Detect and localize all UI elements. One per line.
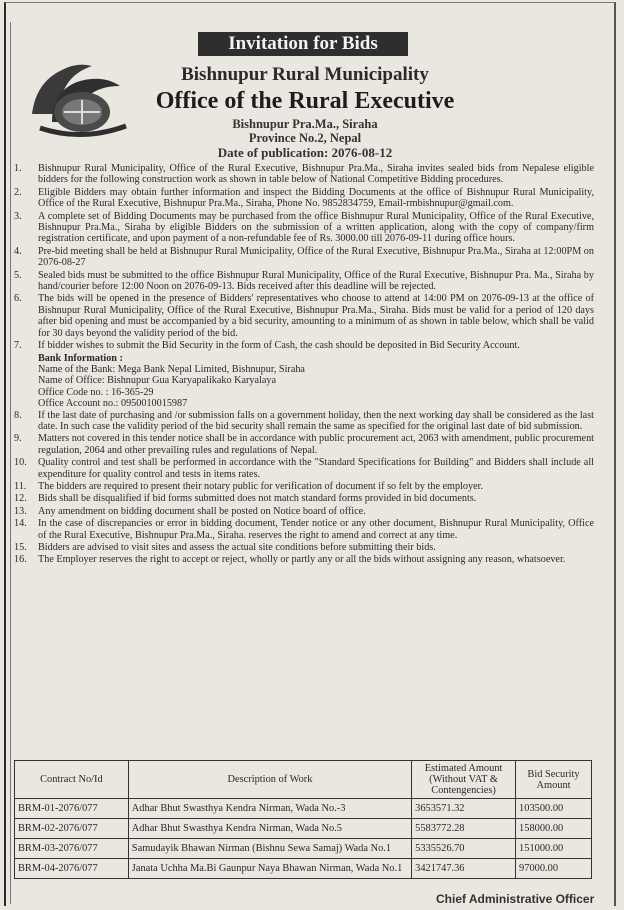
- bank-information: [14, 353, 594, 410]
- bid-security-amount: 151000.00: [516, 839, 592, 859]
- estimated-amount: 3653571.32: [412, 799, 516, 819]
- clause-item: 7. If bidder wishes to submit the Bid Security in the form of Cash, the cash should be deposited in Bid Security Account.: [14, 340, 520, 352]
- column-header: Bid Security Amount: [516, 761, 592, 799]
- clause-item: 11. The bidders are required to present their notary public for verification of document if so felt by the employer.: [14, 480, 483, 492]
- clause-item: 5. Sealed bids must be submitted to the office Bishnupur Rural Municipality, Office of the Rural Executive, Bishnupur Pra. Ma., Siraha by hand/courier before 12:00 Noon on 2076-09-13. Bids received after this deadline will be rejected.: [14, 269, 594, 293]
- column-header: Description of Work: [128, 761, 411, 799]
- table-row: [15, 819, 592, 839]
- bid-security-amount: 97000.00: [516, 859, 592, 879]
- table-header-row: [15, 761, 592, 799]
- government-emblem-icon: [22, 52, 132, 142]
- estimated-amount: 5583772.28: [412, 819, 516, 839]
- bank-heading: Bank Information :: [38, 352, 123, 364]
- bank-office-code: Office Code no. : 16-365-29: [38, 386, 154, 398]
- clause-item: 16. The Employer reserves the right to accept or reject, wholly or partly any or all the bids without assigning any reason, whatsoever.: [14, 554, 566, 566]
- bank-account: Office Account no.: 0950010015987: [38, 398, 188, 410]
- clause-item: 12. Bids shall be disqualified if bid forms submitted does not match standard forms provided in bid documents.: [14, 493, 477, 505]
- column-header: Estimated Amount (Without VAT & Contengencies): [412, 761, 516, 799]
- contract-id: BRM-03-2076/077: [15, 839, 129, 859]
- estimated-amount: 3421747.36: [412, 859, 516, 879]
- clause-item: 3. A complete set of Bidding Documents may be purchased from the office Bishnupur Rural Municipality, Office of the Rural Executive, Bishnupur Pra.Ma., Siraha by eligible Bidders on the submission of a written application, along with the copy of company/firm registration certificate, and upon payment of a non-refundable fee of Rs. 3000.00 till 2076-09-11 during office hours.: [14, 210, 594, 245]
- clause-item: 2. Eligible Bidders may obtain further information and inspect the Bidding Documents at the office of Bishnupur Rural Municipality, Office of the Rural Executive, Bishnupur Pra.Ma., Siraha, Phone No. 9852834759, Email-rmbishnupur@gmail.com.: [14, 186, 594, 210]
- contract-id: BRM-02-2076/077: [15, 819, 129, 839]
- table-row: [15, 799, 592, 819]
- clause-item: 10. Quality control and test shall be performed in accordance with the "Standard Specifications for Building" and Bidders shall include all expenditure for quality control and tests in items rates.: [14, 457, 594, 480]
- clause-item: 6. The bids will be opened in the presence of Bidders' representatives who choose to attend at 14:00 PM on 2076-09-13 at the office of Bishnupur Rural Municipality, Office of the Rural Executive, Bishnupur Pra.Ma., Siraha. Bids must be valid for a period of 120 days after bid opening and must be accompanied by a bid security, amounting to a minimum of as shown in table below, which shall be valid for 30 days beyond the validity period of the bid.: [14, 293, 594, 339]
- clause-item: 8. If the last date of purchasing and /or submission falls on a government holiday, then the next working day shall be considered as the last date. In such case the validity period of the bid security shall remain the same as specified for the original last date of bid submission.: [14, 409, 594, 432]
- table-row: [15, 839, 592, 859]
- clause-item: 9. Matters not covered in this tender notice shall be in accordance with public procurement act, 2063 with amendment, public procurement regulation, 2064 and other prevailing rules and regulations of Nepal.: [14, 433, 594, 456]
- clause-item: 14. In the case of discrepancies or error in bidding document, Tender notice or any other document, Bishnupur Rural Municipality, Office of the Rural Executive, Bishnupur Pra.Ma., Siraha. reserves the right to amend and correct at any time.: [14, 518, 594, 541]
- publication-date: Date of publication: 2076-08-12: [217, 145, 393, 160]
- signatory-title: Chief Administrative Officer: [436, 892, 595, 906]
- address-line: Bishnupur Pra.Ma., Siraha: [232, 117, 378, 131]
- office-name: Office of the Rural Executive: [155, 88, 455, 114]
- contract-id: BRM-01-2076/077: [15, 799, 129, 819]
- bid-security-amount: 103500.00: [516, 799, 592, 819]
- clause-item: 1. Bishnupur Rural Municipality, Office of the Rural Executive, Bishnupur Pra.Ma., Siraha invites sealed bids from Nepalese eligible bidders for the following construction work as shown in table below of National Competitive Bidding procedures.: [14, 163, 594, 186]
- contract-id: BRM-04-2076/077: [15, 859, 129, 879]
- bank-office: Name of Office: Bishnupur Gua Karyapalikako Karyalaya: [38, 375, 276, 387]
- work-description: Adhar Bhut Swasthya Kendra Nirman, Wada No.-3: [128, 799, 411, 819]
- bid-table: [14, 760, 592, 879]
- bank-name: Name of the Bank: Mega Bank Nepal Limited, Bishnupur, Siraha: [38, 363, 305, 375]
- estimated-amount: 5335526.70: [412, 839, 516, 859]
- work-description: Samudayik Bhawan Nirman (Bishnu Sewa Samaj) Wada No.1: [128, 839, 411, 859]
- work-description: Janata Uchha Ma.Bi Gaunpur Naya Bhawan Nirman, Wada No.1: [128, 859, 411, 879]
- column-header: Contract No/Id: [15, 761, 129, 799]
- municipality-name: Bishnupur Rural Municipality: [181, 64, 429, 85]
- bid-security-amount: 158000.00: [516, 819, 592, 839]
- notice-clauses: [14, 163, 594, 567]
- table-row: [15, 859, 592, 879]
- notice-banner: Invitation for Bids: [198, 32, 408, 56]
- province-line: Province No.2, Nepal: [248, 131, 362, 145]
- clause-item: 4. Pre-bid meeting shall be held at Bishnupur Rural Municipality, Office of the Rural Executive, Bishnupur Pra.Ma., Siraha at 12:00PM on 2076-08-27: [14, 245, 594, 269]
- clause-item: 15. Bidders are advised to visit sites and assess the actual site conditions before submitting their bids.: [14, 542, 436, 553]
- clause-item: 13. Any amendment on bidding document shall be posted on Notice board of office.: [14, 505, 366, 517]
- work-description: Adhar Bhut Swasthya Kendra Nirman, Wada No.5: [128, 819, 411, 839]
